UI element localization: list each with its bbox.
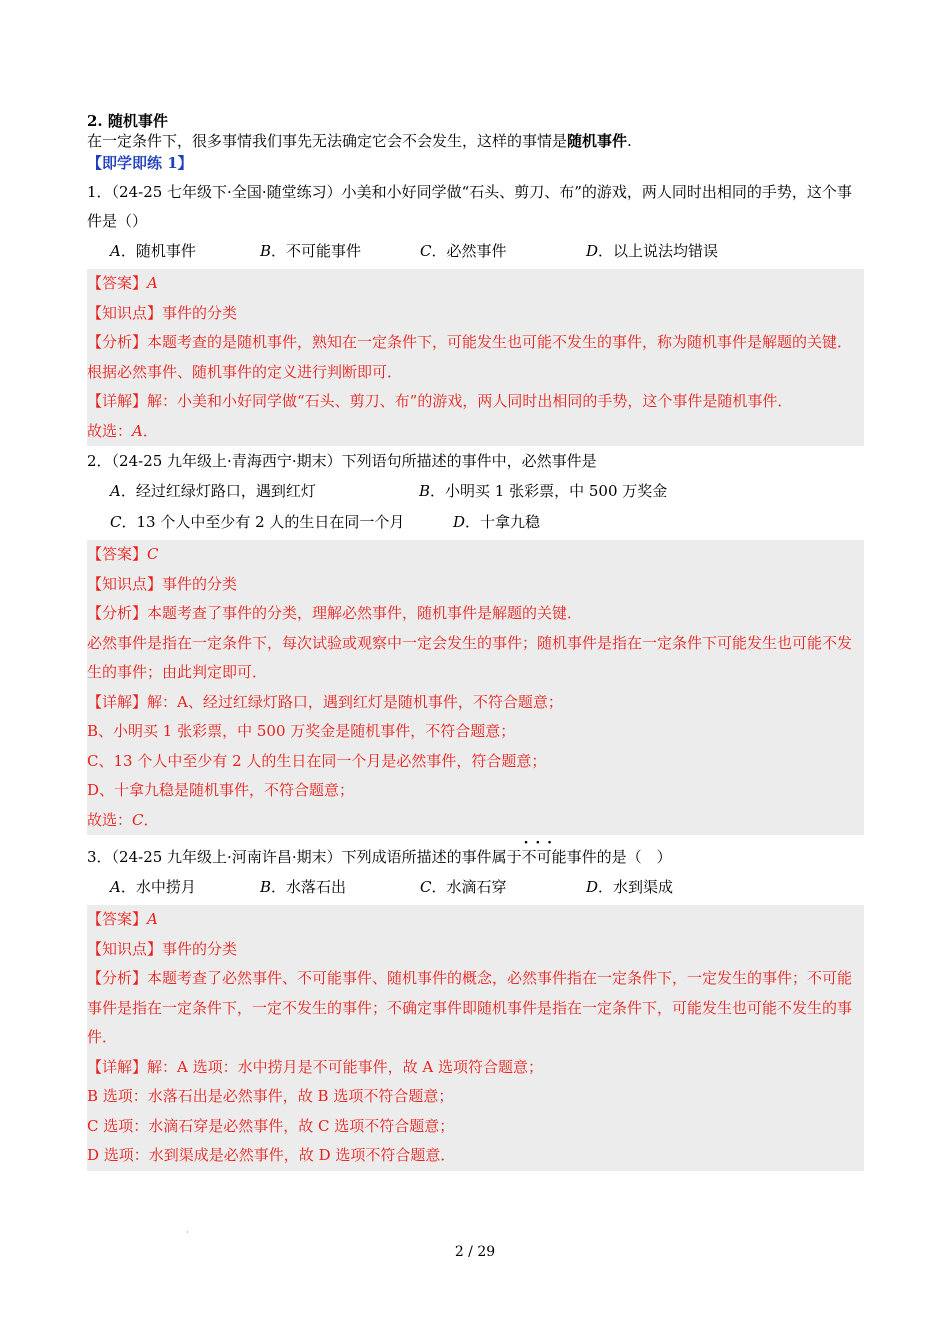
question-stem: 1．（24-25 七年级下·全国·随堂练习）小美和小好同学做“石头、剪刀、布”的游戏，两人同时出相同的手势，这个事件是（） [87,183,852,230]
section-title: 2. 随机事件 [87,112,168,130]
option-c: C．必然事件 [420,242,507,260]
options-row [87,236,864,267]
options-row [87,507,864,538]
document-page [87,112,864,1171]
emphasis-dots: · · · 不可能 [522,843,567,872]
question-stem: 3．（24-25 九年级上·河南许昌·期末）下列成语所描述的事件属于· · · 不可能事件的是（ ） [87,843,864,872]
option-d: D．水到渠成 [586,878,674,896]
definition-paragraph: 在一定条件下，很多事情我们事先无法确定它会不会发生，这样的事情是随机事件. [87,132,632,150]
options-row [87,872,864,903]
options-row [87,476,864,507]
option-a: A．随机事件 [110,242,196,260]
option-b: B．小明买 1 张彩票，中 500 万奖金 [419,482,668,500]
option-b: B．不可能事件 [260,242,362,260]
option-c: C．水滴石穿 [420,878,507,896]
answer-block: 【答案】A 【知识点】事件的分类 【分析】本题考查了必然事件、不可能事件、随机事件的概念，必然事件指在一定条件下，一定发生的事件；不可能事件是指在一定条件下，一定不发生的事件；不确定事件即随机事件是指在一定条件下，可能发生也可能不发生的事件． 【详解】解：A 选项：水中捞月是不可能事件，故 A 选项符合题意； B 选项：水落石出是必然事件，故 B 选项不符合题意； C 选项：水滴石穿是必然事件，故 C 选项不符合题意； D 选项：水到渠成是必然事件，故 D 选项不符合题意． [87,905,864,1171]
option-a: A．经过红绿灯路口，遇到红灯 [110,482,316,500]
option-b: B．水落石出 [260,878,347,896]
page-mark: · [186,1228,189,1237]
practice-heading: 【即学即练 1】 [87,154,193,172]
question-stem: 2．（24-25 九年级上·青海西宁·期末）下列语句所描述的事件中，必然事件是 [87,452,597,470]
option-d: D．十拿九稳 [453,513,541,531]
definition-term: 随机事件 [567,132,628,150]
answer-block: 【答案】A 【知识点】事件的分类 【分析】本题考查的是随机事件，熟知在一定条件下，可能发生也可能不发生的事件，称为随机事件是解题的关键．根据必然事件、随机事件的定义进行判断即可． 【详解】解：小美和小好同学做“石头、剪刀、布”的游戏，两人同时出相同的手势，这个事件是随机事件． 故选：A． [87,269,864,446]
option-c: C．13 个人中至少有 2 人的生日在同一个月 [110,513,405,531]
option-d: D．以上说法均错误 [586,242,719,260]
option-a: A．水中捞月 [110,878,196,896]
answer-block: 【答案】C 【知识点】事件的分类 【分析】本题考查了事件的分类，理解必然事件，随机事件是解题的关键． 必然事件是指在一定条件下，每次试验或观察中一定会发生的事件；随机事件是指在一定条件下可能发生也可能不发生的事件；由此判定即可． 【详解】解：A、经过红绿灯路口，遇到红灯是随机事件，不符合题意； B、小明买 1 张彩票，中 500 万奖金是随机事件，不符合题意； C、13 个人中至少有 2 人的生日在同一个月是必然事件，符合题意； D、十拿九稳是随机事件，不符合题意； 故选：C． [87,540,864,835]
page-number: 2 / 29 [454,1244,496,1260]
